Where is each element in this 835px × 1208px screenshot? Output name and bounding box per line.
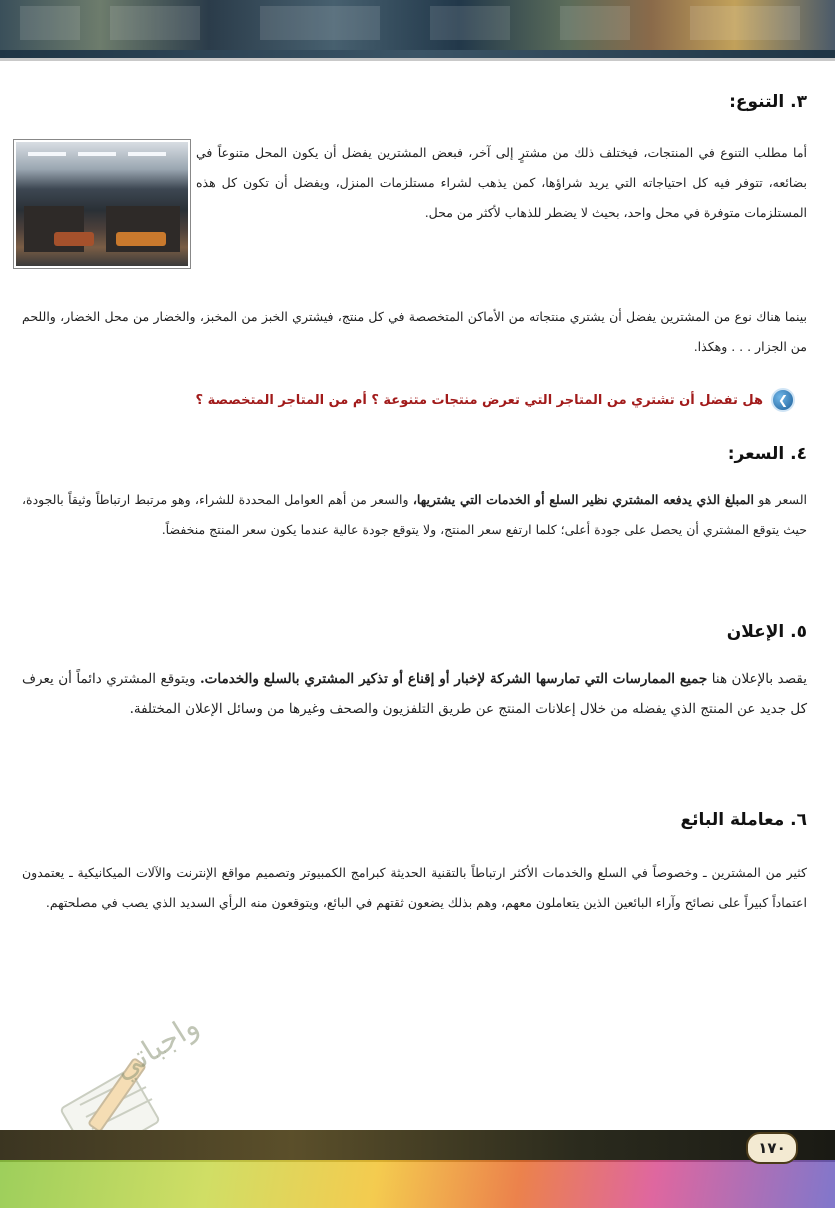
top-banner-photo bbox=[0, 0, 835, 52]
price-paragraph-start: السعر هو bbox=[753, 492, 807, 507]
section-title-advertising: ٥. الإعلان bbox=[726, 622, 807, 642]
section-title-price: ٤. السعر: bbox=[727, 444, 807, 464]
advertising-paragraph-rest: ويتوقع المشتري دائماً أن يعرف كل جديد عن المنتج الذي يفضله من خلال إعلانات المنتج عن طريق التلفزيون والصحف وغيرها من وسائل الإعلان المختلفة. bbox=[22, 671, 807, 717]
variety-paragraph-1: أما مطلب التنوع في المنتجات، فيختلف ذلك من مشترٍ إلى آخر، فبعض المشترين يفضل أن يكون المحل متنوعاً في بضائعه، تتوفر فيه كل احتياجاته التي يريد شراؤها، كمن يذهب لشراء مستلزمات المنزل، ويفضل أن تكون كل هذه المستلزمات متوفرة في محل واحد، بحيث لا يضطر للذهاب لأكثر من محل. bbox=[196, 145, 807, 220]
variety-paragraph-2: بينما هناك نوع من المشترين يفضل أن يشتري منتجاته من الأماكن المتخصصة في كل منتج، فيشتري الخبز من المخبز، والخضار من محل الخضار، واللحم من الجزار . . . وهكذا. bbox=[22, 309, 807, 354]
page-number: ١٧٠ bbox=[746, 1132, 798, 1164]
section-title-seller: ٦. معاملة البائع bbox=[680, 810, 807, 830]
advertising-paragraph-start: يقصد بالإعلان هنا bbox=[707, 671, 807, 687]
variety-question bbox=[196, 388, 795, 412]
supermarket-photo bbox=[14, 140, 190, 268]
seller-paragraph: كثير من المشترين ـ وخصوصاً في السلع والخدمات الأكثر ارتباطاً بالتقنية الحديثة كبرامج الكمبيوتر وتصميم مواقع الإنترنت والآلات الميكانيكية ـ يعتمدون اعتماداً كبيراً على نصائح وآراء البائعين الذين يتعاملون معهم، وهم بذلك يضعون ثقتهم في البائع، ويتوقعون منه الرأي السديد الذي يصب في مصلحتهم. bbox=[22, 865, 807, 910]
question-text: هل تفضل أن تشتري من المتاجر التي تعرض منتجات متنوعة ؟ أم من المتاجر المتخصصة ؟ bbox=[195, 392, 763, 408]
footer-color-stripe bbox=[0, 1160, 835, 1208]
banner-divider-light bbox=[0, 58, 835, 61]
section-title-variety: ٣. التنوع: bbox=[729, 92, 807, 112]
arrow-circle-icon: ❯ bbox=[771, 388, 795, 412]
banner-divider bbox=[0, 50, 835, 58]
advertising-definition: جميع الممارسات التي تمارسها الشركة لإخبار أو إقناع أو تذكير المشتري بالسلع والخدمات. bbox=[199, 671, 708, 687]
price-paragraph-rest: والسعر من أهم العوامل المحددة للشراء، وهو مرتبط ارتباطاً وثيقاً بالجودة، حيث يتوقع المشتري أن يحصل على جودة أعلى؛ كلما ارتفع سعر المنتج، ولا يتوقع جودة عالية عندما يكون سعر المنتج منخفضاً. bbox=[22, 492, 807, 537]
price-definition: المبلغ الذي يدفعه المشتري نظير السلع أو الخدمات التي يشتريها، bbox=[412, 492, 754, 507]
footer-bar bbox=[0, 1130, 835, 1162]
advertising-paragraph bbox=[22, 664, 807, 724]
price-paragraph bbox=[22, 485, 807, 545]
watermark-text: واجباتي bbox=[107, 1008, 206, 1087]
